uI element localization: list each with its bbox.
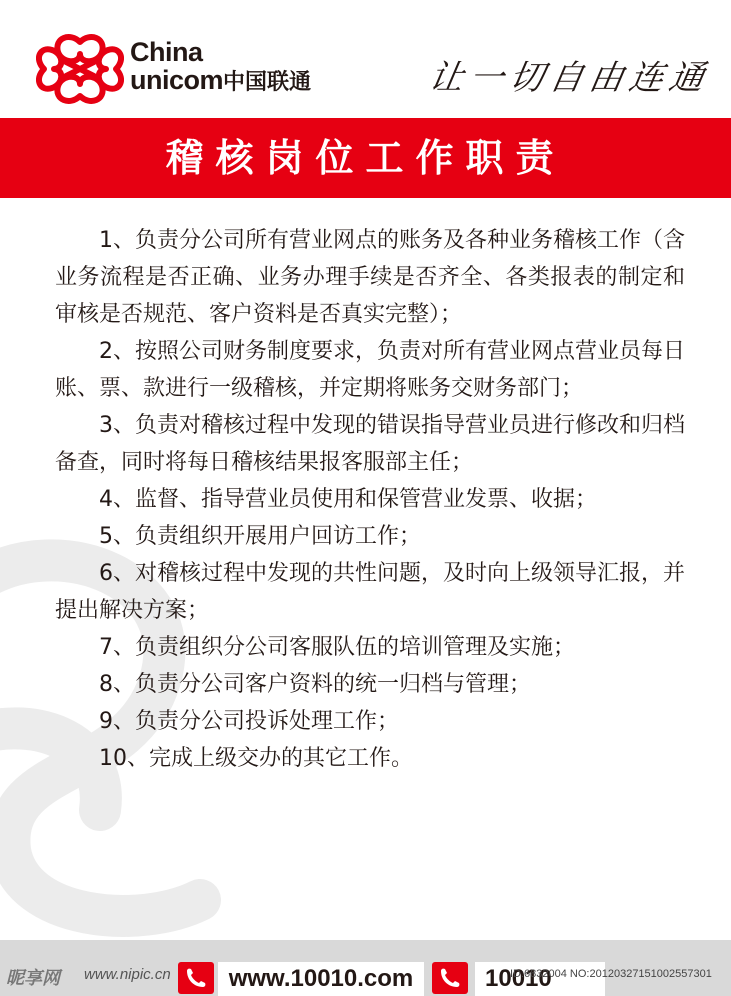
phone-icon (432, 962, 468, 994)
header (0, 0, 731, 118)
phone-icon (178, 962, 214, 994)
duty-item: 9、负责分公司投诉处理工作； (99, 709, 399, 734)
logo-wordmark (130, 38, 311, 97)
unicom-knot-logo-icon (36, 34, 124, 104)
website-box: www.10010.com (218, 962, 424, 996)
logo-cn: 中国联通 (223, 70, 312, 95)
logo-en-unicom: unicom中国联通 (130, 65, 312, 95)
duty-item: 1、负责分公司所有营业网点的账务及各种业务稽核工作（含业务流程是否正确、业务办理手续是否齐全、各类报表的制定和审核是否规范、客户资料是否真实完整）； (55, 228, 685, 327)
duty-item: 2、按照公司财务制度要求，负责对所有营业网点营业员每日账、票、款进行一级稽核，并定期将账务交财务部门； (55, 339, 685, 401)
duties-list (55, 222, 685, 777)
slogan: 让一切自由连通 (425, 58, 713, 98)
footer-watermark-site: www.nipic.cn (84, 966, 171, 983)
duty-item: 4、监督、指导营业员使用和保管营业发票、收据； (99, 487, 597, 512)
footer-image-id: ID:6832004 NO:20120327151002557301 (510, 968, 712, 980)
duty-item: 10、完成上级交办的其它工作。 (99, 746, 413, 771)
duty-item: 8、负责分公司客户资料的统一归档与管理； (99, 672, 531, 697)
duty-item: 6、对稽核过程中发现的共性问题，及时向上级领导汇报，并提出解决方案； (55, 561, 685, 623)
footer-watermark-brand: 昵享网 (6, 968, 60, 989)
logo-en-china: China (130, 37, 203, 67)
duty-item: 3、负责对稽核过程中发现的错误指导营业员进行修改和归档备查，同时将每日稽核结果报客服部主任； (55, 413, 685, 475)
duty-item: 7、负责组织分公司客服队伍的培训管理及实施； (99, 635, 575, 660)
hotline-box: 10010 (475, 962, 605, 996)
title-bar (0, 118, 731, 198)
page-title: 稽核岗位工作职责 (165, 136, 566, 180)
footer (0, 940, 731, 996)
duty-item: 5、负责组织开展用户回访工作； (99, 524, 421, 549)
